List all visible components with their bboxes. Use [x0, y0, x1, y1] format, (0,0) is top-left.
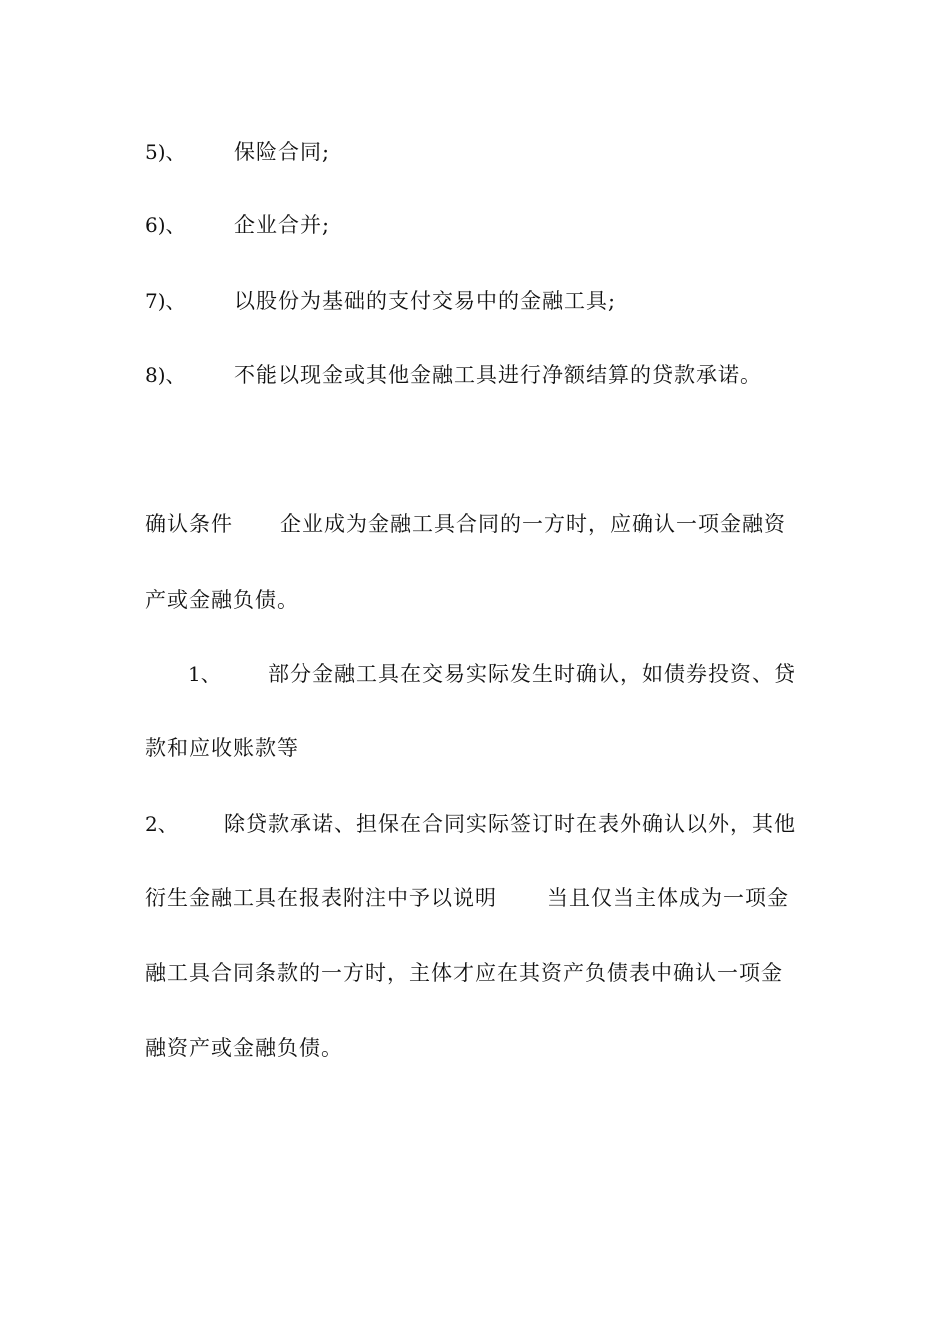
paragraph-line: 衍生金融工具在报表附注中予以说明 — [145, 886, 497, 910]
point-number: 1、 — [188, 662, 221, 686]
paragraph-line: 企业成为金融工具合同的一方时，应确认一项金融资 — [280, 512, 786, 536]
paragraph-line: 产或金融负债。 — [145, 588, 299, 612]
paragraph-line: 款和应收账款等 — [145, 736, 299, 760]
list-item-text: 不能以现金或其他金融工具进行净额结算的贷款承诺。 — [234, 363, 762, 387]
paragraph-line: 融工具合同条款的一方时，主体才应在其资产负债表中确认一项金 — [145, 961, 783, 985]
point-number: 2、 — [145, 812, 178, 836]
list-item-text: 企业合并; — [234, 213, 331, 237]
list-item-number: 7)、 — [145, 289, 186, 313]
list-item-number: 6)、 — [145, 213, 186, 237]
list-item-text: 保险合同; — [234, 140, 331, 164]
paragraph-line: 融资产或金融负债。 — [145, 1036, 343, 1060]
section-heading: 确认条件 — [145, 512, 233, 536]
list-item-text: 以股份为基础的支付交易中的金融工具; — [234, 289, 617, 313]
paragraph-line: 当且仅当主体成为一项金 — [547, 886, 789, 910]
paragraph-line: 除贷款承诺、担保在合同实际签订时在表外确认以外，其他 — [224, 812, 796, 836]
list-item-number: 8)、 — [145, 363, 186, 387]
list-item-number: 5)、 — [145, 140, 186, 164]
paragraph-line: 部分金融工具在交易实际发生时确认，如债券投资、贷 — [268, 662, 796, 686]
